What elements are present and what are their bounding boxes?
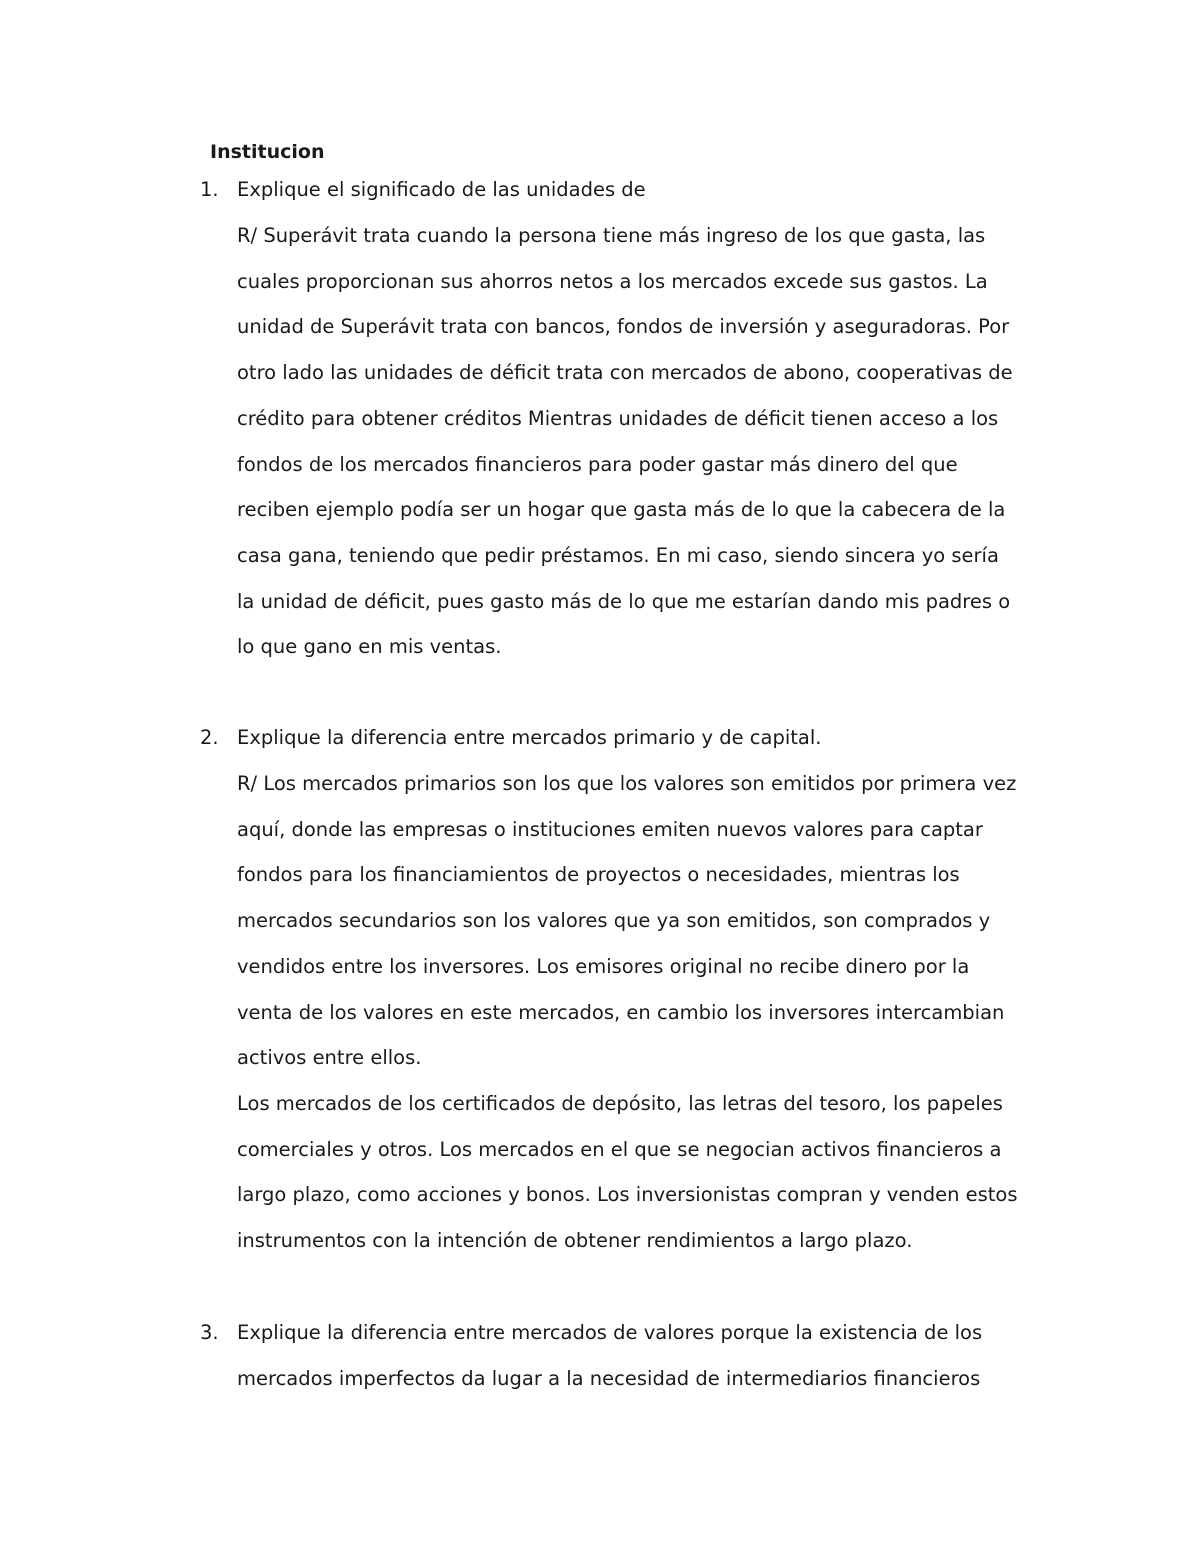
question-line: Explique la diferencia entre mercados primario y de capital. — [237, 726, 822, 749]
question-line: Explique la diferencia entre mercados de valores porque la existencia de los — [237, 1321, 983, 1344]
answer-line: reciben ejemplo podía ser un hogar que gasta más de lo que la cabecera de la — [237, 498, 1006, 522]
answer-line: venta de los valores en este mercados, en cambio los inversores intercambian — [237, 1000, 1005, 1024]
question-number: 3. — [200, 1321, 219, 1344]
answer-line: casa gana, teniendo que pedir préstamos. En mi caso, siendo sincera yo sería — [237, 543, 999, 567]
answer-line: largo plazo, como acciones y bonos. Los inversionistas compran y venden estos — [237, 1183, 1018, 1207]
answer-block — [200, 761, 1060, 1264]
answer-line: crédito para obtener créditos Mientras unidades de déficit tienen acceso a los — [237, 406, 999, 430]
answer-line: unidad de Superávit trata con bancos, fondos de inversión y aseguradoras. Por — [237, 315, 1010, 339]
question-line: Explique el significado de las unidades de — [237, 178, 646, 201]
question-number: 2. — [200, 726, 219, 749]
answer-line: la unidad de déficit, pues gasto más de lo que me estarían dando mis padres o — [237, 589, 1011, 613]
answer-line: Los mercados de los certificados de depósito, las letras del tesoro, los papeles — [237, 1091, 1003, 1115]
answer-line: mercados secundarios son los valores que ya son emitidos, son comprados y — [237, 909, 991, 933]
document-title: Institucion — [210, 141, 325, 163]
question-text — [237, 167, 1060, 213]
answer-line: instrumentos con la intención de obtener rendimientos a largo plazo. — [237, 1229, 913, 1253]
question-number: 1. — [200, 178, 219, 201]
question-item-2 — [200, 715, 1060, 1264]
question-item-1 — [200, 167, 1060, 670]
answer-line: vendidos entre los inversores. Los emisores original no recibe dinero por la — [237, 954, 970, 978]
answer-line: lo que gano en mis ventas. — [237, 635, 502, 659]
answer-line: R/ Los mercados primarios son los que los valores son emitidos por primera vez — [237, 772, 1017, 795]
answer-line: comerciales y otros. Los mercados en el que se negocian activos financieros a — [237, 1137, 1002, 1161]
answer-line: otro lado las unidades de déficit trata con mercados de abono, cooperativas de — [237, 361, 1013, 385]
answer-block — [200, 213, 1060, 670]
answer-line: cuales proporcionan sus ahorros netos a los mercados excede sus gastos. La — [237, 269, 988, 293]
question-item-3 — [200, 1310, 1060, 1402]
question-line: mercados imperfectos da lugar a la necesidad de intermediarios financieros — [237, 1367, 981, 1390]
answer-line: fondos para los financiamientos de proyectos o necesidades, mientras los — [237, 863, 960, 887]
answer-line: activos entre ellos. — [237, 1046, 422, 1070]
question-text — [237, 715, 1060, 761]
answer-line: aquí, donde las empresas o instituciones emiten nuevos valores para captar — [237, 817, 983, 841]
answer-line: fondos de los mercados financieros para poder gastar más dinero del que — [237, 452, 958, 476]
question-text — [237, 1310, 1060, 1402]
answer-line: R/ Superávit trata cuando la persona tiene más ingreso de los que gasta, las — [237, 224, 986, 247]
